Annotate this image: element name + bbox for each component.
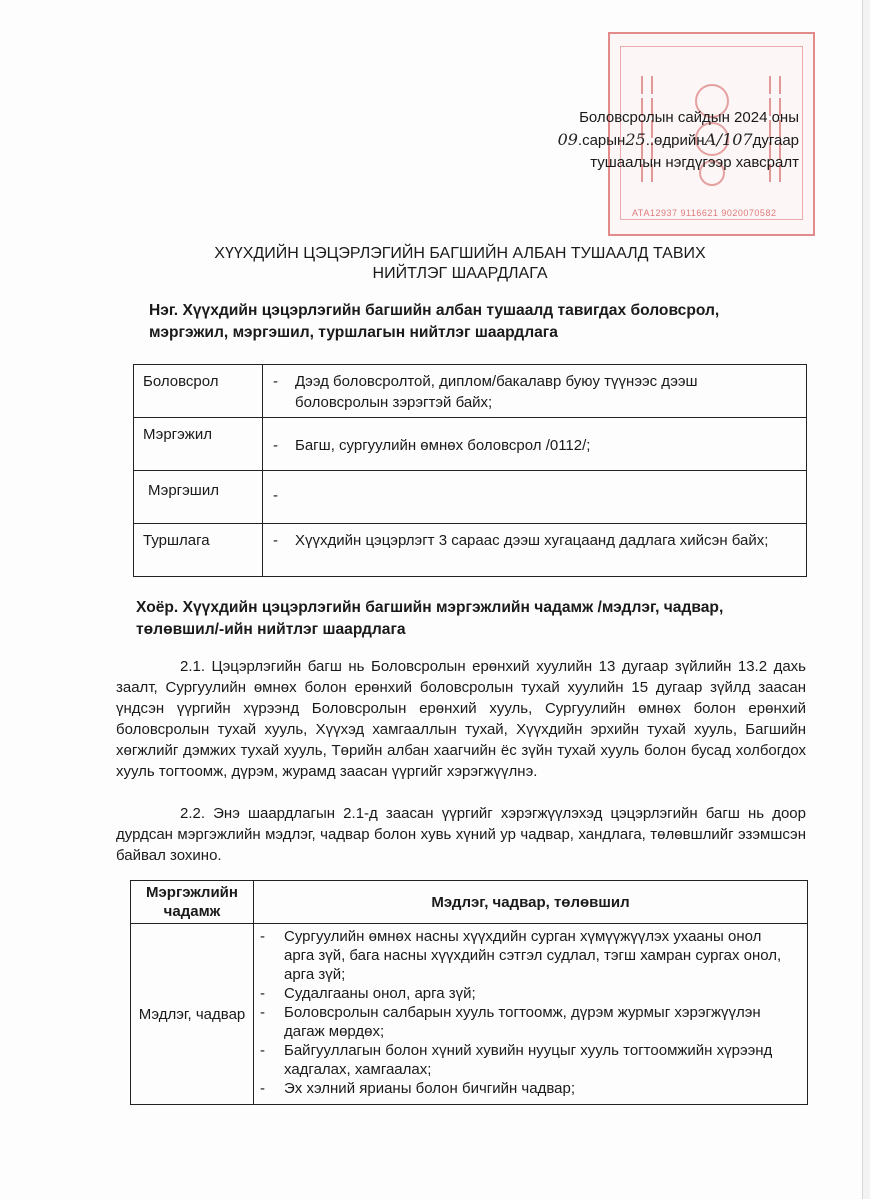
paragraph-2-1: 2.1. Цэцэрлэгийн багш нь Боловсролын ерөнхий хуулийн 13 дугаар зүйлийн 13.2 дахь заалт, Сургуулийн өмнөх болон ерөнхий боловсролын тухай хуулийн 15 дугаар зүйлд заасан үндсэн үүргийн хүрээнд Боловсролын ерөнхий хууль, Сургуулийн өмнөх болон ерөнхий боловсролын тухай хууль, Хүүхэд хамгааллын тухай, Хүүхдийн эрхийн тухай хууль, Багшийн хөгжлийг дэмжих тухай хууль, Төрийн албан хаагчийн ёс зүйн тухай хууль болон бусад холбогдох хууль тогтоомж, дүрэм, журамд заасан үүргийг хэрэгжүүлнэ. bbox=[116, 658, 806, 780]
row-label: Мэргэшил bbox=[134, 471, 263, 524]
approval-line-1: Боловсролын сайдын 2024 оны bbox=[579, 109, 799, 126]
row-label: Туршлага bbox=[134, 524, 263, 577]
list-item: - Боловсролын салбарын хууль тогтоомж, дүрэм журмыг хэрэгжүүлэн дагаж мөрдөх; bbox=[260, 1004, 761, 1040]
row-value: Хүүхдийн цэцэрлэгт 3 сараас дээш хугацаанд дадлага хийсэн байх; bbox=[295, 532, 769, 549]
row-value: Багш, сургуулийн өмнөх боловсрол /0112/; bbox=[295, 437, 591, 454]
handwritten-month: 09 bbox=[557, 130, 578, 149]
section-2-heading: Хоёр. Хүүхдийн цэцэрлэгийн багшийн мэргэжлийн чадамж /мэдлэг, чадвар, төлөвшил/-ийн нийтлэг шаардлага bbox=[136, 599, 724, 638]
row-label: Боловсрол bbox=[134, 365, 263, 418]
table-row: Туршлага - Хүүхдийн цэцэрлэгт 3 сараас дээш хугацаанд дадлага хийсэн байх; bbox=[134, 524, 807, 577]
list-item: - Судалгааны онол, арга зүй; bbox=[260, 985, 476, 1002]
list-item: - Эх хэлний ярианы болон бичгийн чадвар; bbox=[260, 1080, 575, 1097]
approval-line-3: тушаалын нэгдүгээр хавсралт bbox=[590, 154, 799, 171]
row-value: Дээд боловсролтой, диплом/бакалавр буюу түүнээс дээш боловсролын зэрэгтэй байх; bbox=[295, 373, 698, 411]
approval-note bbox=[537, 107, 799, 174]
column-header-competency: Мэргэжлийн чадамж bbox=[131, 881, 254, 924]
stamp-code: АТА12937 9116621 9020070582 bbox=[632, 208, 777, 218]
table-row: Боловсрол - Дээд боловсролтой, диплом/бакалавр буюу түүнээс дээш боловсролын зэрэгтэй байх; bbox=[134, 365, 807, 418]
section-1-heading: Нэг. Хүүхдийн цэцэрлэгийн багшийн албан тушаалд тавигдах боловсрол, мэргэжил, мэргэшил, туршлагын нийтлэг шаардлага bbox=[149, 302, 720, 341]
requirements-table bbox=[133, 364, 807, 577]
table-row: Мэргэшил - bbox=[134, 471, 807, 524]
row-label: Мэдлэг, чадвар bbox=[131, 924, 254, 1105]
table-row: Мэргэжил - Багш, сургуулийн өмнөх боловсрол /0112/; bbox=[134, 418, 807, 471]
row-label: Мэргэжил bbox=[134, 418, 263, 471]
paragraph-2-2: 2.2. Энэ шаардлагын 2.1-д заасан үүргийг хэрэгжүүлэхэд цэцэрлэгийн багш нь доор дурдсан мэргэжлийн мэдлэг, чадвар болон хувь хүний ур чадвар, хандлага, төлөвшлийг эзэмшсэн байвал зохино. bbox=[116, 805, 806, 864]
handwritten-order-number: А/107 bbox=[704, 130, 753, 149]
list-item: - Байгууллагын болон хүний хувийн нууцыг хууль тогтоомжийн хүрээнд хадгалах, хамгаалах; bbox=[260, 1042, 773, 1078]
approval-line-2: 09.сарын25..өдрийнА/107дугаар bbox=[557, 130, 799, 149]
table-row bbox=[131, 924, 808, 1105]
table-header-row bbox=[131, 881, 808, 924]
list-item: - Сургуулийн өмнөх насны хүүхдийн сурган хүмүүжүүлэх ухааны онол арга зүй, бага насны хүүхдийн сэтгэл судлал, тэгш хамран сургах онол, арга зүй; bbox=[260, 928, 782, 983]
column-header-knowledge: Мэдлэг, чадвар, төлөвшил bbox=[254, 881, 808, 924]
competency-table bbox=[130, 880, 808, 1105]
handwritten-day: 25 bbox=[625, 130, 646, 149]
document-title: ХҮҮХДИЙН ЦЭЦЭРЛЭГИЙН БАГШИЙН АЛБАН ТУШААЛД ТАВИХ НИЙТЛЭГ ШААРДЛАГА bbox=[214, 245, 706, 282]
